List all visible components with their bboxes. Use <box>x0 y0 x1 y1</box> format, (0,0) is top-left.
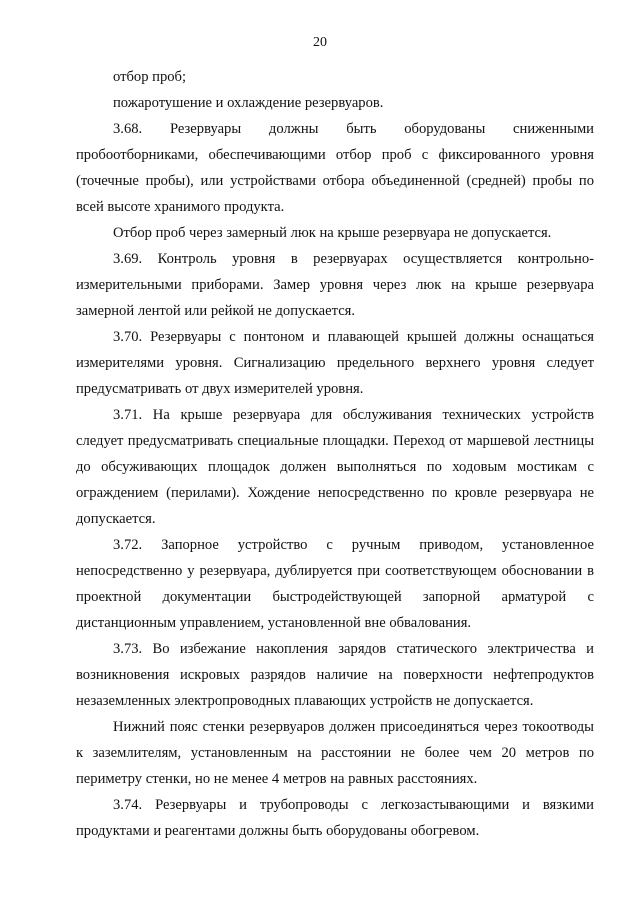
paragraph-sampling-hatch: Отбор проб через замерный люк на крыше резервуара не допускается. <box>113 225 552 241</box>
paragraph-grounding: Нижний пояс стенки резервуаров должен присоединяться через токоотводы к заземлителям, установленным на расстоянии не более чем 20 метров по периметру стенки, но не менее 4 метров на равных расстояниях. <box>76 719 594 787</box>
page-number: 20 <box>313 35 327 50</box>
paragraph-3-71: 3.71. На крыше резервуара для обслуживания технических устройств следует предусматривать специальные площадки. Переход от маршевой лестницы до обсуживающих площадок должен выполняться по ходовым мостикам с ограждением (перилами). Хождение непосредственно по кровле резервуара не допускается. <box>76 407 594 527</box>
paragraph-3-68: 3.68. Резервуары должны быть оборудованы сниженными пробоотборниками, обеспечивающими отбор проб с фиксированного уровня (точечные пробы), или устройствами отбора объединенной (средней) пробы по всей высоте хранимого продукта. <box>76 121 594 215</box>
paragraph-fire-extinguishing: пожаротушение и охлаждение резервуаров. <box>113 95 384 111</box>
paragraph-3-74: 3.74. Резервуары и трубопроводы с легкозастывающими и вязкими продуктами и реагентами должны быть оборудованы обогревом. <box>76 797 594 839</box>
paragraph-sampling: отбор проб; <box>113 69 187 85</box>
document-body <box>76 64 594 844</box>
paragraph-3-72: 3.72. Запорное устройство с ручным приводом, установленное непосредственно у резервуара, дублируется при соответствующем обосновании в проектной документации быстродействующей запорной арматурой с дистанционным управлением, установленной вне обвалования. <box>76 537 594 631</box>
paragraph-3-73: 3.73. Во избежание накопления зарядов статического электричества и возникновения искровых разрядов наличие на поверхности нефтепродуктов незаземленных электропроводных плавающих устройств не допускается. <box>76 641 594 709</box>
paragraph-3-70: 3.70. Резервуары с понтоном и плавающей крышей должны оснащаться измерителями уровня. Сигнализацию предельного верхнего уровня следует предусматривать от двух измерителей уровня. <box>76 329 594 397</box>
paragraph-3-69: 3.69. Контроль уровня в резервуарах осуществляется контрольно-измерительными приборами. Замер уровня через люк на крыше резервуара замерной лентой или рейкой не допускается. <box>76 251 594 319</box>
